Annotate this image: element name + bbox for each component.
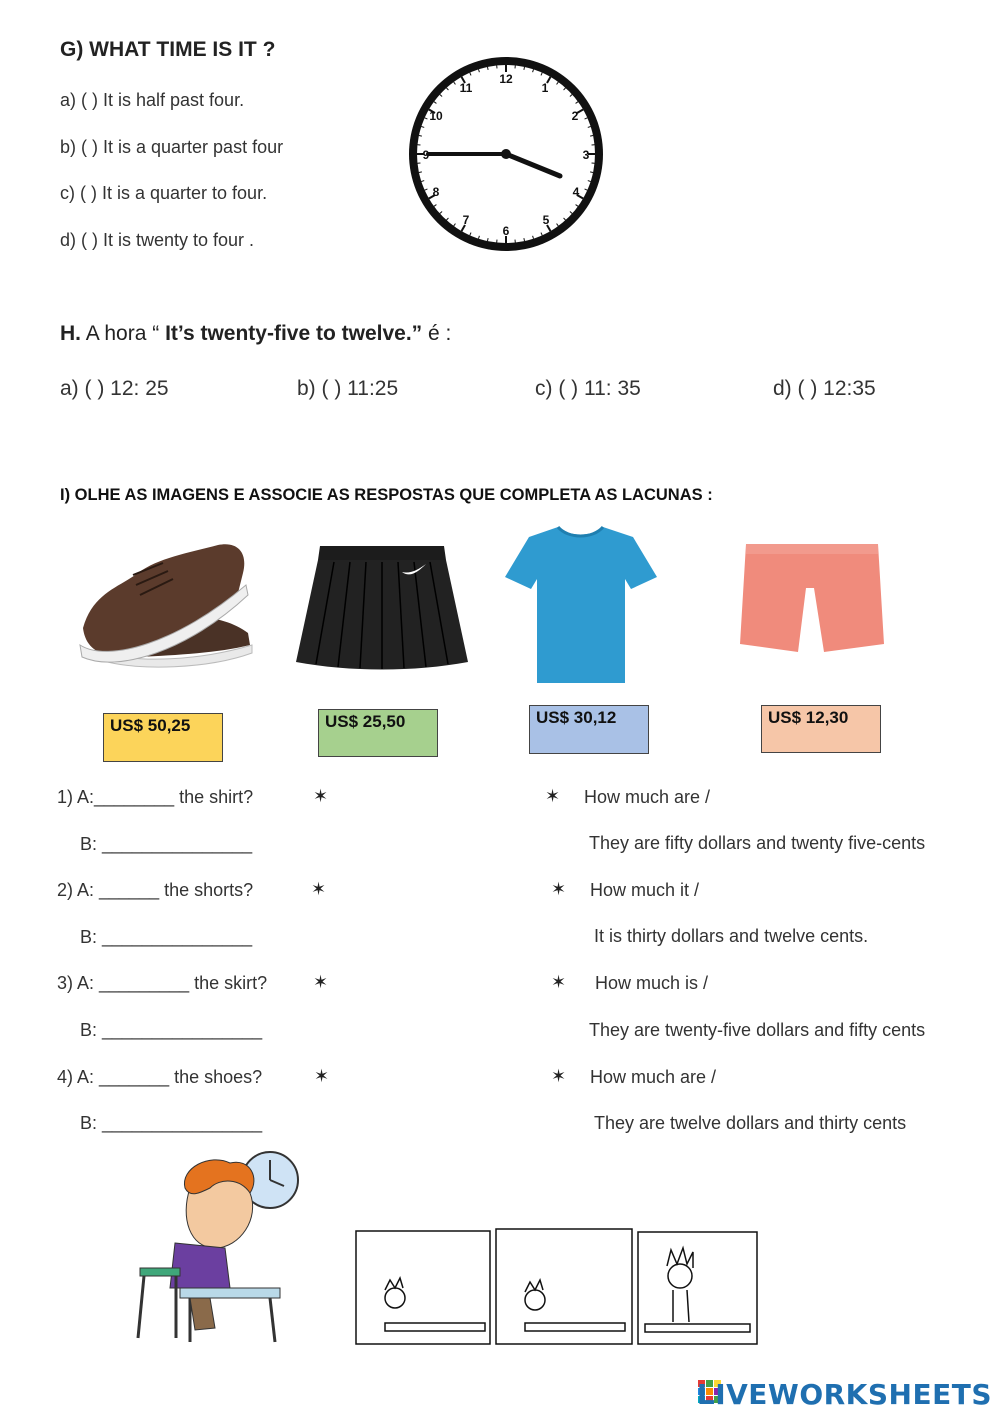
h-option-c[interactable]: c) ( ) 11: 35 bbox=[535, 377, 641, 400]
clock-tick bbox=[419, 135, 422, 136]
g-option-d[interactable]: d) ( ) It is twenty to four . bbox=[60, 230, 255, 250]
match-dot-right-3[interactable]: ✶ bbox=[551, 972, 567, 992]
section-h-text-after: é : bbox=[428, 322, 452, 345]
clock-num-7: 7 bbox=[462, 213, 470, 227]
match-dot-left-4[interactable]: ✶ bbox=[314, 1066, 330, 1086]
price-tag-shirt: US$ 30,12 bbox=[529, 705, 649, 754]
match-dot-left-2[interactable]: ✶ bbox=[311, 879, 327, 899]
comic-strip bbox=[355, 1228, 759, 1346]
clock-num-12: 12 bbox=[499, 72, 513, 86]
h-option-d[interactable]: d) ( ) 12:35 bbox=[773, 377, 876, 400]
clock-num-4: 4 bbox=[572, 185, 580, 199]
g-option-c[interactable]: c) ( ) It is a quarter to four. bbox=[60, 183, 268, 203]
question-2-a[interactable]: 2) A: ______ the shorts? bbox=[57, 880, 254, 900]
shirt-image bbox=[503, 523, 659, 685]
section-h-title bbox=[60, 322, 451, 346]
clock-num-5: 5 bbox=[542, 213, 550, 227]
clock-num-10: 10 bbox=[429, 109, 443, 123]
clock-tick bbox=[419, 172, 422, 173]
clock-num-3: 3 bbox=[582, 148, 590, 162]
answer-4-a: They are twelve dollars and thirty cents bbox=[594, 1113, 907, 1133]
question-1-a[interactable]: 1) A:________ the shirt? bbox=[57, 787, 254, 807]
clock-num-6: 6 bbox=[502, 224, 510, 238]
answer-2-a: It is thirty dollars and twelve cents. bbox=[594, 926, 869, 946]
question-2-b[interactable]: B: _______________ bbox=[80, 927, 253, 947]
question-4-a[interactable]: 4) A: _______ the shoes? bbox=[57, 1067, 263, 1087]
section-h-text-before: A hora “ bbox=[85, 322, 160, 345]
answer-3-a: They are twenty-five dollars and fifty cents bbox=[589, 1020, 926, 1040]
section-i-title: I) OLHE AS IMAGENS E ASSOCIE AS RESPOSTAS QUE COMPLETA AS LACUNAS : bbox=[60, 486, 713, 504]
g-option-b[interactable]: b) ( ) It is a quarter past four bbox=[60, 137, 284, 157]
answer-4-q: How much are / bbox=[590, 1067, 717, 1087]
match-dot-left-3[interactable]: ✶ bbox=[313, 972, 329, 992]
clock-tick bbox=[524, 67, 525, 70]
clock-tick bbox=[590, 135, 593, 136]
shorts-image bbox=[738, 540, 886, 660]
g-option-a[interactable]: a) ( ) It is half past four. bbox=[60, 90, 245, 110]
answer-1-q: How much are / bbox=[584, 787, 711, 807]
skirt-image bbox=[294, 540, 470, 672]
clock-tick bbox=[590, 172, 593, 173]
answer-2-q: How much it / bbox=[590, 880, 700, 900]
question-3-a[interactable]: 3) A: _________ the skirt? bbox=[57, 973, 268, 993]
match-dot-right-2[interactable]: ✶ bbox=[551, 879, 567, 899]
section-g-title: G) WHAT TIME IS IT ? bbox=[60, 38, 276, 61]
clock-tick bbox=[487, 67, 488, 70]
section-h-quote: It’s twenty-five to twelve.” bbox=[165, 322, 423, 345]
stressed-student-illustration bbox=[120, 1148, 310, 1344]
question-1-b[interactable]: B: _______________ bbox=[80, 834, 253, 854]
clock-num-9: 9 bbox=[422, 148, 430, 162]
section-h-label: H. bbox=[60, 322, 81, 345]
h-option-a[interactable]: a) ( ) 12: 25 bbox=[60, 377, 169, 400]
question-4-b[interactable]: B: ________________ bbox=[80, 1113, 263, 1133]
h-option-b[interactable]: b) ( ) 11:25 bbox=[297, 377, 399, 400]
clock-num-11: 11 bbox=[459, 81, 473, 95]
answer-3-q: How much is / bbox=[595, 973, 709, 993]
shoes-image bbox=[78, 533, 258, 683]
match-dot-left-1[interactable]: ✶ bbox=[313, 786, 329, 806]
match-dot-right-1[interactable]: ✶ bbox=[545, 786, 561, 806]
match-dot-right-4[interactable]: ✶ bbox=[551, 1066, 567, 1086]
clock-tick bbox=[487, 238, 488, 241]
answer-1-a: They are fifty dollars and twenty five-cents bbox=[589, 833, 926, 853]
clock-num-1: 1 bbox=[541, 81, 549, 95]
price-tag-skirt: US$ 25,50 bbox=[318, 709, 438, 757]
price-tag-shoes: US$ 50,25 bbox=[103, 713, 223, 762]
clock-image bbox=[400, 55, 612, 253]
clock-num-8: 8 bbox=[432, 185, 440, 199]
liveworksheets-brand[interactable]: LIVEWORKSHEETS bbox=[696, 1378, 992, 1411]
clock-tick bbox=[524, 238, 525, 241]
price-tag-shorts: US$ 12,30 bbox=[761, 705, 881, 753]
question-3-b[interactable]: B: ________________ bbox=[80, 1020, 263, 1040]
clock-num-2: 2 bbox=[571, 109, 579, 123]
